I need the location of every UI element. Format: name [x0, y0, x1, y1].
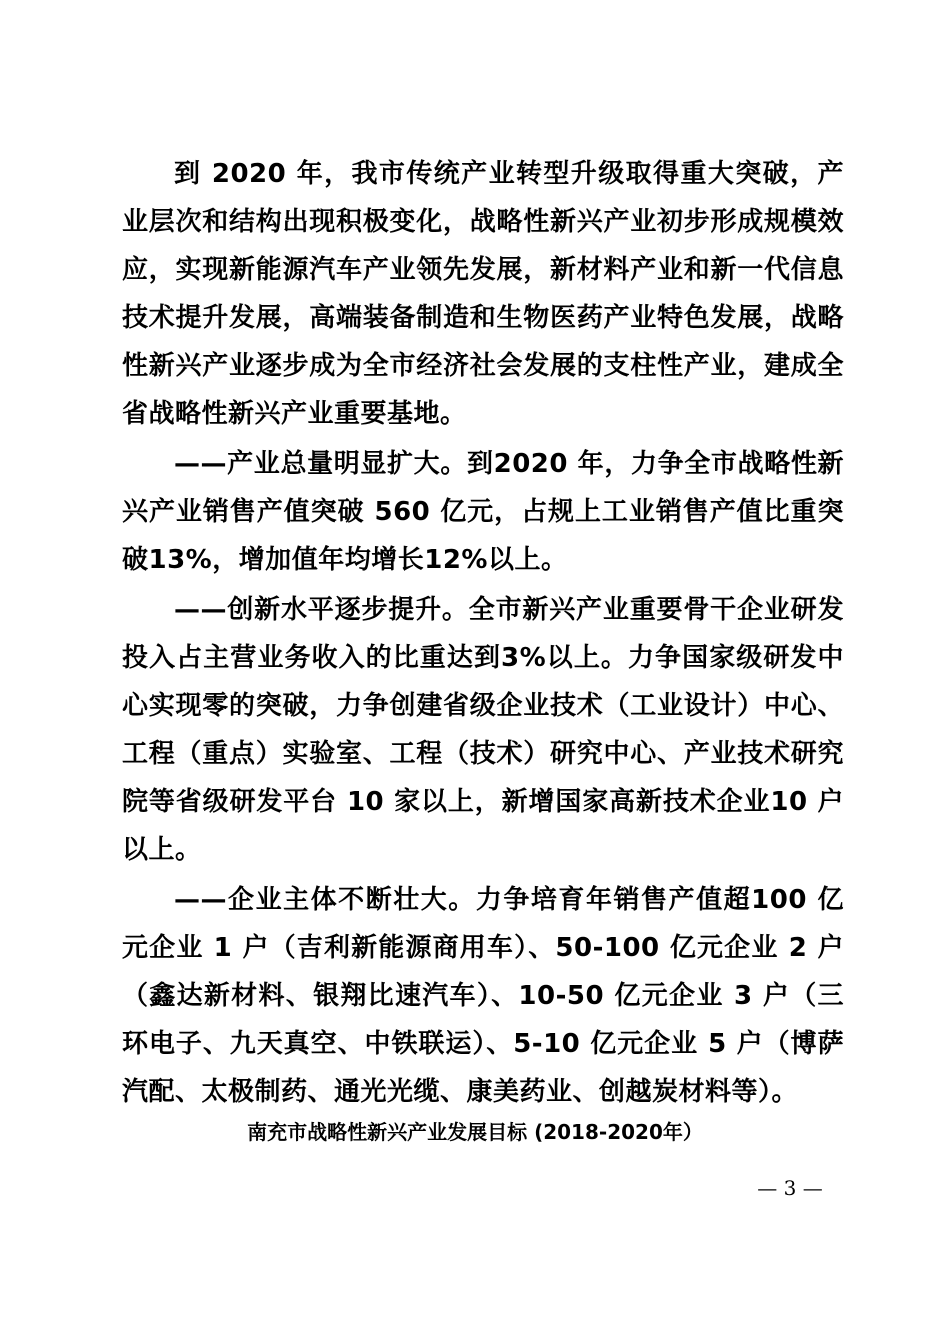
paragraph-enterprises: ——企业主体不断壮大。力争培育年销售产值超100 亿元企业 1 户（吉利新能源商用车）、50-100 亿元企业 2 户（鑫达新材料、银翔比速汽车）、10-50 亿元企业 3 户（三环电子、九天真空、中铁联运）、5-10 亿元企业 5 户（博萨汽配、太极制药、通光光缆、康美药业、创越炭材料等）。 [122, 885, 844, 1107]
paragraph-innovation: ——创新水平逐步提升。全市新兴产业重要骨干企业研发投入占主营业务收入的比重达到3%以上。力争国家级研发中心实现零的突破，力争创建省级企业技术（工业设计）中心、工程（重点）实验室、工程（技术）研究中心、产业技术研究院等省级研发平台 10 家以上，新增国家高新技术企业10 户以上。 [122, 595, 844, 865]
paragraph-industry-scale: ——产业总量明显扩大。到2020 年，力争全市战略性新兴产业销售产值突破 560 亿元，占规上工业销售产值比重突破13%，增加值年均增长12%以上。 [122, 449, 844, 575]
page-number: — 3 — [757, 1176, 823, 1200]
table-caption: 南充市战略性新兴产业发展目标 (2018-2020年） [247, 1120, 703, 1144]
body-text [122, 150, 844, 1116]
paragraph-overview: 到 2020 年，我市传统产业转型升级取得重大突破，产业层次和结构出现积极变化，战略性新兴产业初步形成规模效应，实现新能源汽车产业领先发展，新材料产业和新一代信息技术提升发展，高端装备制造和生物医药产业特色发展，战略性新兴产业逐步成为全市经济社会发展的支柱性产业，建成全省战略性新兴产业重要基地。 [122, 159, 844, 429]
